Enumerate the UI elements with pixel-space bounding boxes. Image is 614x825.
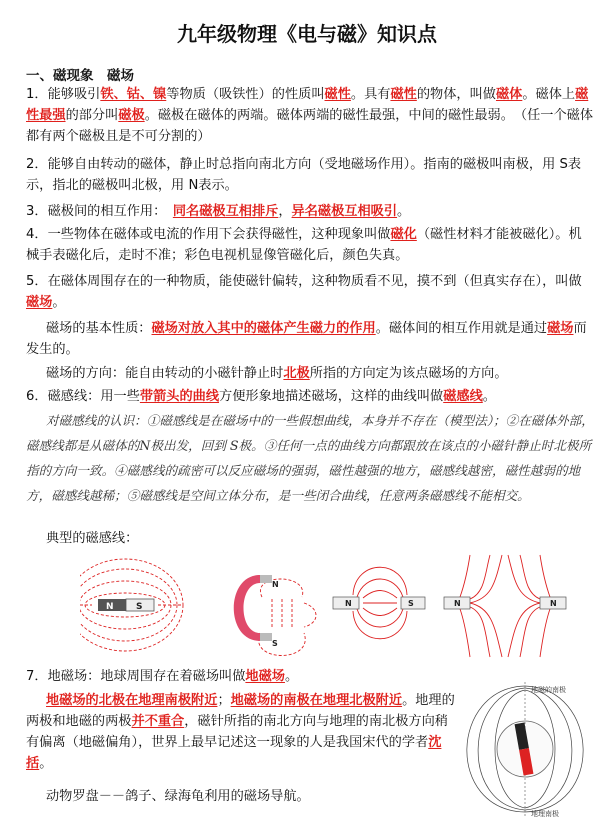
field-line-diagrams bbox=[80, 553, 600, 663]
paragraph-7: 7．地磁场：地球周围存在着磁场叫做地磁场。 bbox=[26, 669, 299, 684]
earth-top-caption: 地磁的南极 bbox=[531, 686, 566, 694]
paragraph-5c: 磁场的方向：能自由转动的小磁针静止时北极所指的方向定为该点磁场的方向。 bbox=[46, 366, 508, 381]
section-heading: 一、磁现象 磁场 bbox=[26, 68, 134, 84]
horseshoe-n-label: N bbox=[272, 580, 279, 589]
typical-lines-caption: 典型的磁感线： bbox=[46, 531, 139, 546]
paragraph-2: 2．能够自由转动的磁体，静止时总指向南北方向（受地磁场作用）。指南的磁极叫南极，用 S表示，指北的磁极叫北极，用 N表示。 bbox=[26, 157, 582, 193]
paragraph-4: 4．一些物体在磁体或电流的作用下会获得磁性，这种现象叫做磁化（磁性材料才能被磁化）。机械手表磁化后，走时不准；彩色电视机显像管磁化后，颜色失真。 bbox=[26, 227, 582, 263]
bar-s-label: S bbox=[136, 602, 143, 612]
repel-n-label-left: N bbox=[454, 599, 461, 608]
paragraph-3: 3．磁极间的相互作用： 同名磁极互相排斥，异名磁极互相吸引。 bbox=[26, 204, 411, 219]
paragraph-7b: 地磁场的北极在地理南极附近；地磁场的南极在地理北极附近。地理的两极和地磁的两极并不重合，磁针所指的南北方向与地理的南北极方向稍有偏离（地磁偏角），世界上最早记述这一现象的人是我国宋代的学者沈括。 bbox=[26, 693, 455, 771]
repulsion-diagram bbox=[444, 555, 566, 657]
earth-magnetic-field-diagram bbox=[455, 678, 595, 820]
paragraph-5: 5．在磁体周围存在的一种物质，能使磁针偏转，这种物质看不见，摸不到（但真实存在），叫做磁场。 bbox=[26, 274, 582, 310]
bar-magnet-diagram bbox=[80, 559, 183, 651]
attraction-diagram bbox=[333, 567, 425, 639]
paragraph-5b: 磁场的基本性质：磁场对放入其中的磁体产生磁力的作用。磁体间的相互作用就是通过磁场而发生的。 bbox=[26, 321, 587, 357]
repel-n-label-right: N bbox=[550, 599, 557, 608]
attract-n-label: N bbox=[345, 599, 352, 608]
horseshoe-magnet-diagram bbox=[234, 575, 316, 656]
page-title: 九年级物理《电与磁》知识点 bbox=[177, 22, 437, 46]
paragraph-7c: 动物罗盘－－鸽子、绿海龟利用的磁场导航。 bbox=[46, 789, 310, 804]
horseshoe-s-label: S bbox=[272, 639, 278, 648]
paragraph-6: 6．磁感线：用一些带箭头的曲线方便形象地描述磁场，这样的曲线叫做磁感线。 bbox=[26, 389, 496, 404]
paragraph-1: 1．能够吸引铁、钴、镍等物质（吸铁性）的性质叫磁性。具有磁性的物体，叫做磁体。磁体上磁性最强的部分叫磁极。磁极在磁体的两端。磁体两端的磁性最强，中间的磁性最弱。 （任一个磁体都有两个磁极且是不可分割的） bbox=[26, 87, 594, 144]
earth-bottom-caption: 地理南极 bbox=[531, 810, 559, 818]
magnetic-line-notes: 对磁感线的认识：①磁感线是在磁场中的一些假想曲线，本身并不存在（模型法）；②在磁体外部，磁感线都是从磁体的N极出发，回到 S极。③任何一点的曲线方向都跟放在该点的小磁针静止时北极所指的方向一致。④磁感线的疏密可以反应磁场的强弱，磁性越强的地方，磁感线越密，磁性越弱的地方，磁感线越稀；⑤磁感线是空间立体分布，是一些闭合曲线，任意两条磁感线不能相交。 bbox=[26, 413, 594, 503]
attract-s-label: S bbox=[408, 599, 414, 608]
bar-n-label: N bbox=[106, 602, 114, 612]
